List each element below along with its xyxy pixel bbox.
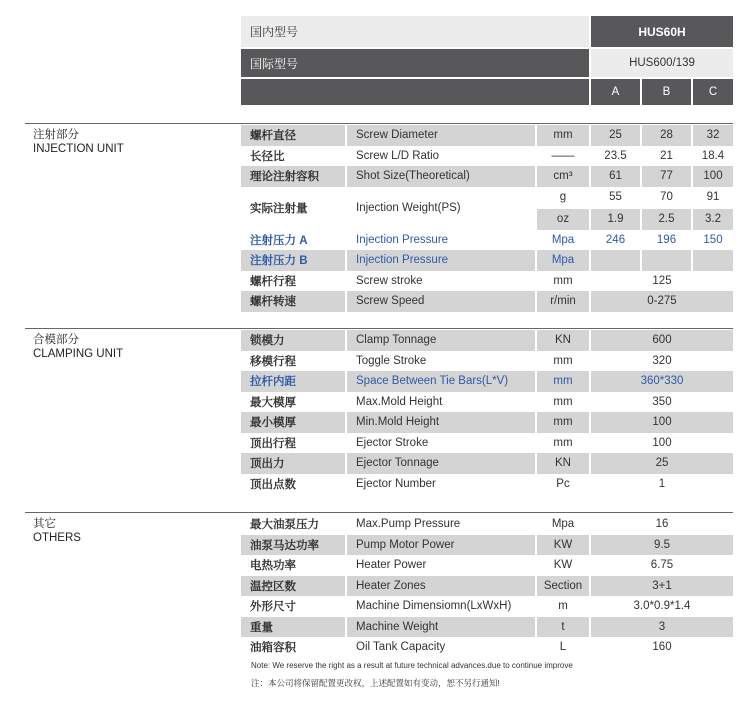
row-1-04-unit: mm	[537, 412, 589, 433]
row-0-02-cn-label: 理论注射容积	[241, 166, 345, 187]
section-title-injection	[33, 128, 124, 156]
row-2-03-en-label: Heater Zones	[347, 576, 535, 597]
row-0-03-value2-b: 2.5	[642, 209, 691, 230]
row-0-00-unit: mm	[537, 125, 589, 146]
row-0-04-value-a: 246	[591, 230, 640, 251]
row-0-04-cn-label: 注射压力 A	[241, 230, 345, 251]
row-2-03-cn-label: 温控区数	[241, 576, 345, 597]
row-1-02-unit: mm	[537, 371, 589, 392]
row-2-01-unit: KW	[537, 535, 589, 556]
row-0-07-value: 0-275	[591, 291, 733, 312]
row-2-04-value: 3.0*0.9*1.4	[591, 596, 733, 617]
row-1-06-value: 25	[591, 453, 733, 474]
row-2-05-cn-label: 重量	[241, 617, 345, 638]
row-1-01-en-label: Toggle Stroke	[347, 351, 535, 372]
row-0-07-en-label: Screw Speed	[347, 291, 535, 312]
divider-clamping	[25, 328, 733, 329]
row-2-00-cn-label: 最大油泵压力	[241, 514, 345, 535]
row-2-04-en-label: Machine Dimensiomn(LxWxH)	[347, 596, 535, 617]
row-2-06-value: 160	[591, 637, 733, 658]
row-0-06-unit: mm	[537, 271, 589, 292]
row-1-01-value: 320	[591, 351, 733, 372]
row-0-06-value: 125	[591, 271, 733, 292]
row-2-06-unit: L	[537, 637, 589, 658]
row-1-06-unit: KN	[537, 453, 589, 474]
row-1-00-unit: KN	[537, 330, 589, 351]
row-0-03-value2-c: 3.2	[693, 209, 733, 230]
row-0-02-value-b: 77	[642, 166, 691, 187]
screw-header-b: B	[642, 79, 691, 105]
row-0-00-en-label: Screw Diameter	[347, 125, 535, 146]
row-1-05-cn-label: 顶出行程	[241, 433, 345, 454]
divider-others	[25, 512, 733, 513]
screw-header-a: A	[591, 79, 640, 105]
row-0-05-value-a	[591, 250, 640, 271]
section-title-clamping	[33, 333, 123, 361]
intl-model-label: 国际型号	[241, 49, 589, 77]
section-title-others-cn: 其它	[33, 518, 56, 530]
section-title-others	[33, 517, 81, 545]
section-title-clamping-en: CLAMPING UNIT	[33, 348, 124, 360]
row-0-05-value-b	[642, 250, 691, 271]
row-1-02-value: 360*330	[591, 371, 733, 392]
row-2-03-unit: Section	[537, 576, 589, 597]
row-0-04-en-label: Injection Pressure	[347, 230, 535, 251]
row-0-05-value-c	[693, 250, 733, 271]
row-2-05-unit: t	[537, 617, 589, 638]
row-1-07-value: 1	[591, 474, 733, 495]
row-1-02-cn-label: 拉杆内距	[241, 371, 345, 392]
row-1-05-unit: mm	[537, 433, 589, 454]
row-2-05-value: 3	[591, 617, 733, 638]
row-0-05-en-label: Injection Pressure	[347, 250, 535, 271]
row-2-01-en-label: Pump Motor Power	[347, 535, 535, 556]
row-1-07-en-label: Ejector Number	[347, 474, 535, 495]
screw-header-c: C	[693, 79, 733, 105]
row-0-03-value2-a: 1.9	[591, 209, 640, 230]
row-1-07-cn-label: 顶出点数	[241, 474, 345, 495]
row-0-03-en-label: Injection Weight(PS)	[347, 187, 535, 230]
note-chinese: 注：本公司将保留配置更改权，上述配置如有变动，恕不另行通知!	[251, 678, 500, 688]
row-2-01-value: 9.5	[591, 535, 733, 556]
row-0-02-unit: cm³	[537, 166, 589, 187]
section-title-clamping-cn: 合模部分	[33, 334, 79, 346]
row-0-01-unit: ——	[537, 146, 589, 167]
row-0-02-value-a: 61	[591, 166, 640, 187]
row-0-04-value-c: 150	[693, 230, 733, 251]
row-2-02-unit: KW	[537, 555, 589, 576]
row-2-04-cn-label: 外形尺寸	[241, 596, 345, 617]
row-1-00-value: 600	[591, 330, 733, 351]
row-2-00-unit: Mpa	[537, 514, 589, 535]
row-0-03-cn-label: 实际注射量	[241, 187, 345, 230]
row-1-06-cn-label: 顶出力	[241, 453, 345, 474]
row-0-07-cn-label: 螺杆转速	[241, 291, 345, 312]
row-2-06-cn-label: 油箱容积	[241, 637, 345, 658]
row-0-06-en-label: Screw stroke	[347, 271, 535, 292]
row-1-06-en-label: Ejector Tonnage	[347, 453, 535, 474]
row-1-01-cn-label: 移模行程	[241, 351, 345, 372]
row-0-00-value-a: 25	[591, 125, 640, 146]
row-0-01-en-label: Screw L/D Ratio	[347, 146, 535, 167]
row-0-06-cn-label: 螺杆行程	[241, 271, 345, 292]
row-0-05-unit: Mpa	[537, 250, 589, 271]
row-0-00-cn-label: 螺杆直径	[241, 125, 345, 146]
row-0-01-value-b: 21	[642, 146, 691, 167]
domestic-model-label: 国内型号	[241, 16, 589, 47]
row-0-03-unit: g	[537, 187, 589, 208]
row-1-03-unit: mm	[537, 392, 589, 413]
row-0-03-unit2: oz	[537, 209, 589, 230]
row-1-01-unit: mm	[537, 351, 589, 372]
row-1-03-en-label: Max.Mold Height	[347, 392, 535, 413]
row-2-01-cn-label: 油泵马达功率	[241, 535, 345, 556]
row-0-03-value-b: 70	[642, 187, 691, 208]
domestic-model-value: HUS60H	[591, 16, 733, 47]
row-0-01-cn-label: 长径比	[241, 146, 345, 167]
row-2-03-value: 3+1	[591, 576, 733, 597]
row-1-07-unit: Pc	[537, 474, 589, 495]
row-2-00-value: 16	[591, 514, 733, 535]
row-0-02-value-c: 100	[693, 166, 733, 187]
row-0-03-value-c: 91	[693, 187, 733, 208]
row-1-05-en-label: Ejector Stroke	[347, 433, 535, 454]
row-1-03-cn-label: 最大模厚	[241, 392, 345, 413]
screw-header-blank	[241, 79, 589, 105]
row-1-04-cn-label: 最小模厚	[241, 412, 345, 433]
section-title-others-en: OTHERS	[33, 532, 81, 544]
row-0-01-value-c: 18.4	[693, 146, 733, 167]
row-2-02-en-label: Heater Power	[347, 555, 535, 576]
row-1-03-value: 350	[591, 392, 733, 413]
row-0-04-unit: Mpa	[537, 230, 589, 251]
section-title-injection-cn: 注射部分	[33, 129, 79, 141]
row-1-00-en-label: Clamp Tonnage	[347, 330, 535, 351]
section-title-injection-en: INJECTION UNIT	[33, 143, 124, 155]
spec-header	[0, 0, 750, 106]
row-0-03-value-a: 55	[591, 187, 640, 208]
row-1-04-en-label: Min.Mold Height	[347, 412, 535, 433]
row-0-04-value-b: 196	[642, 230, 691, 251]
note-english: Note: We reserve the right as a result at future technical advances.due to continue improve	[251, 661, 573, 670]
row-0-02-en-label: Shot Size(Theoretical)	[347, 166, 535, 187]
row-1-02-en-label: Space Between Tie Bars(L*V)	[347, 371, 535, 392]
row-1-00-cn-label: 锁模力	[241, 330, 345, 351]
row-1-05-value: 100	[591, 433, 733, 454]
row-1-04-value: 100	[591, 412, 733, 433]
row-0-00-value-b: 28	[642, 125, 691, 146]
divider-injection	[25, 123, 733, 124]
intl-model-value: HUS600/139	[591, 49, 733, 77]
row-2-05-en-label: Machine Weight	[347, 617, 535, 638]
row-0-01-value-a: 23.5	[591, 146, 640, 167]
row-0-07-unit: r/min	[537, 291, 589, 312]
row-0-05-cn-label: 注射压力 B	[241, 250, 345, 271]
row-2-06-en-label: Oil Tank Capacity	[347, 637, 535, 658]
row-2-02-cn-label: 电热功率	[241, 555, 345, 576]
row-0-00-value-c: 32	[693, 125, 733, 146]
row-2-04-unit: m	[537, 596, 589, 617]
row-2-00-en-label: Max.Pump Pressure	[347, 514, 535, 535]
row-2-02-value: 6.75	[591, 555, 733, 576]
